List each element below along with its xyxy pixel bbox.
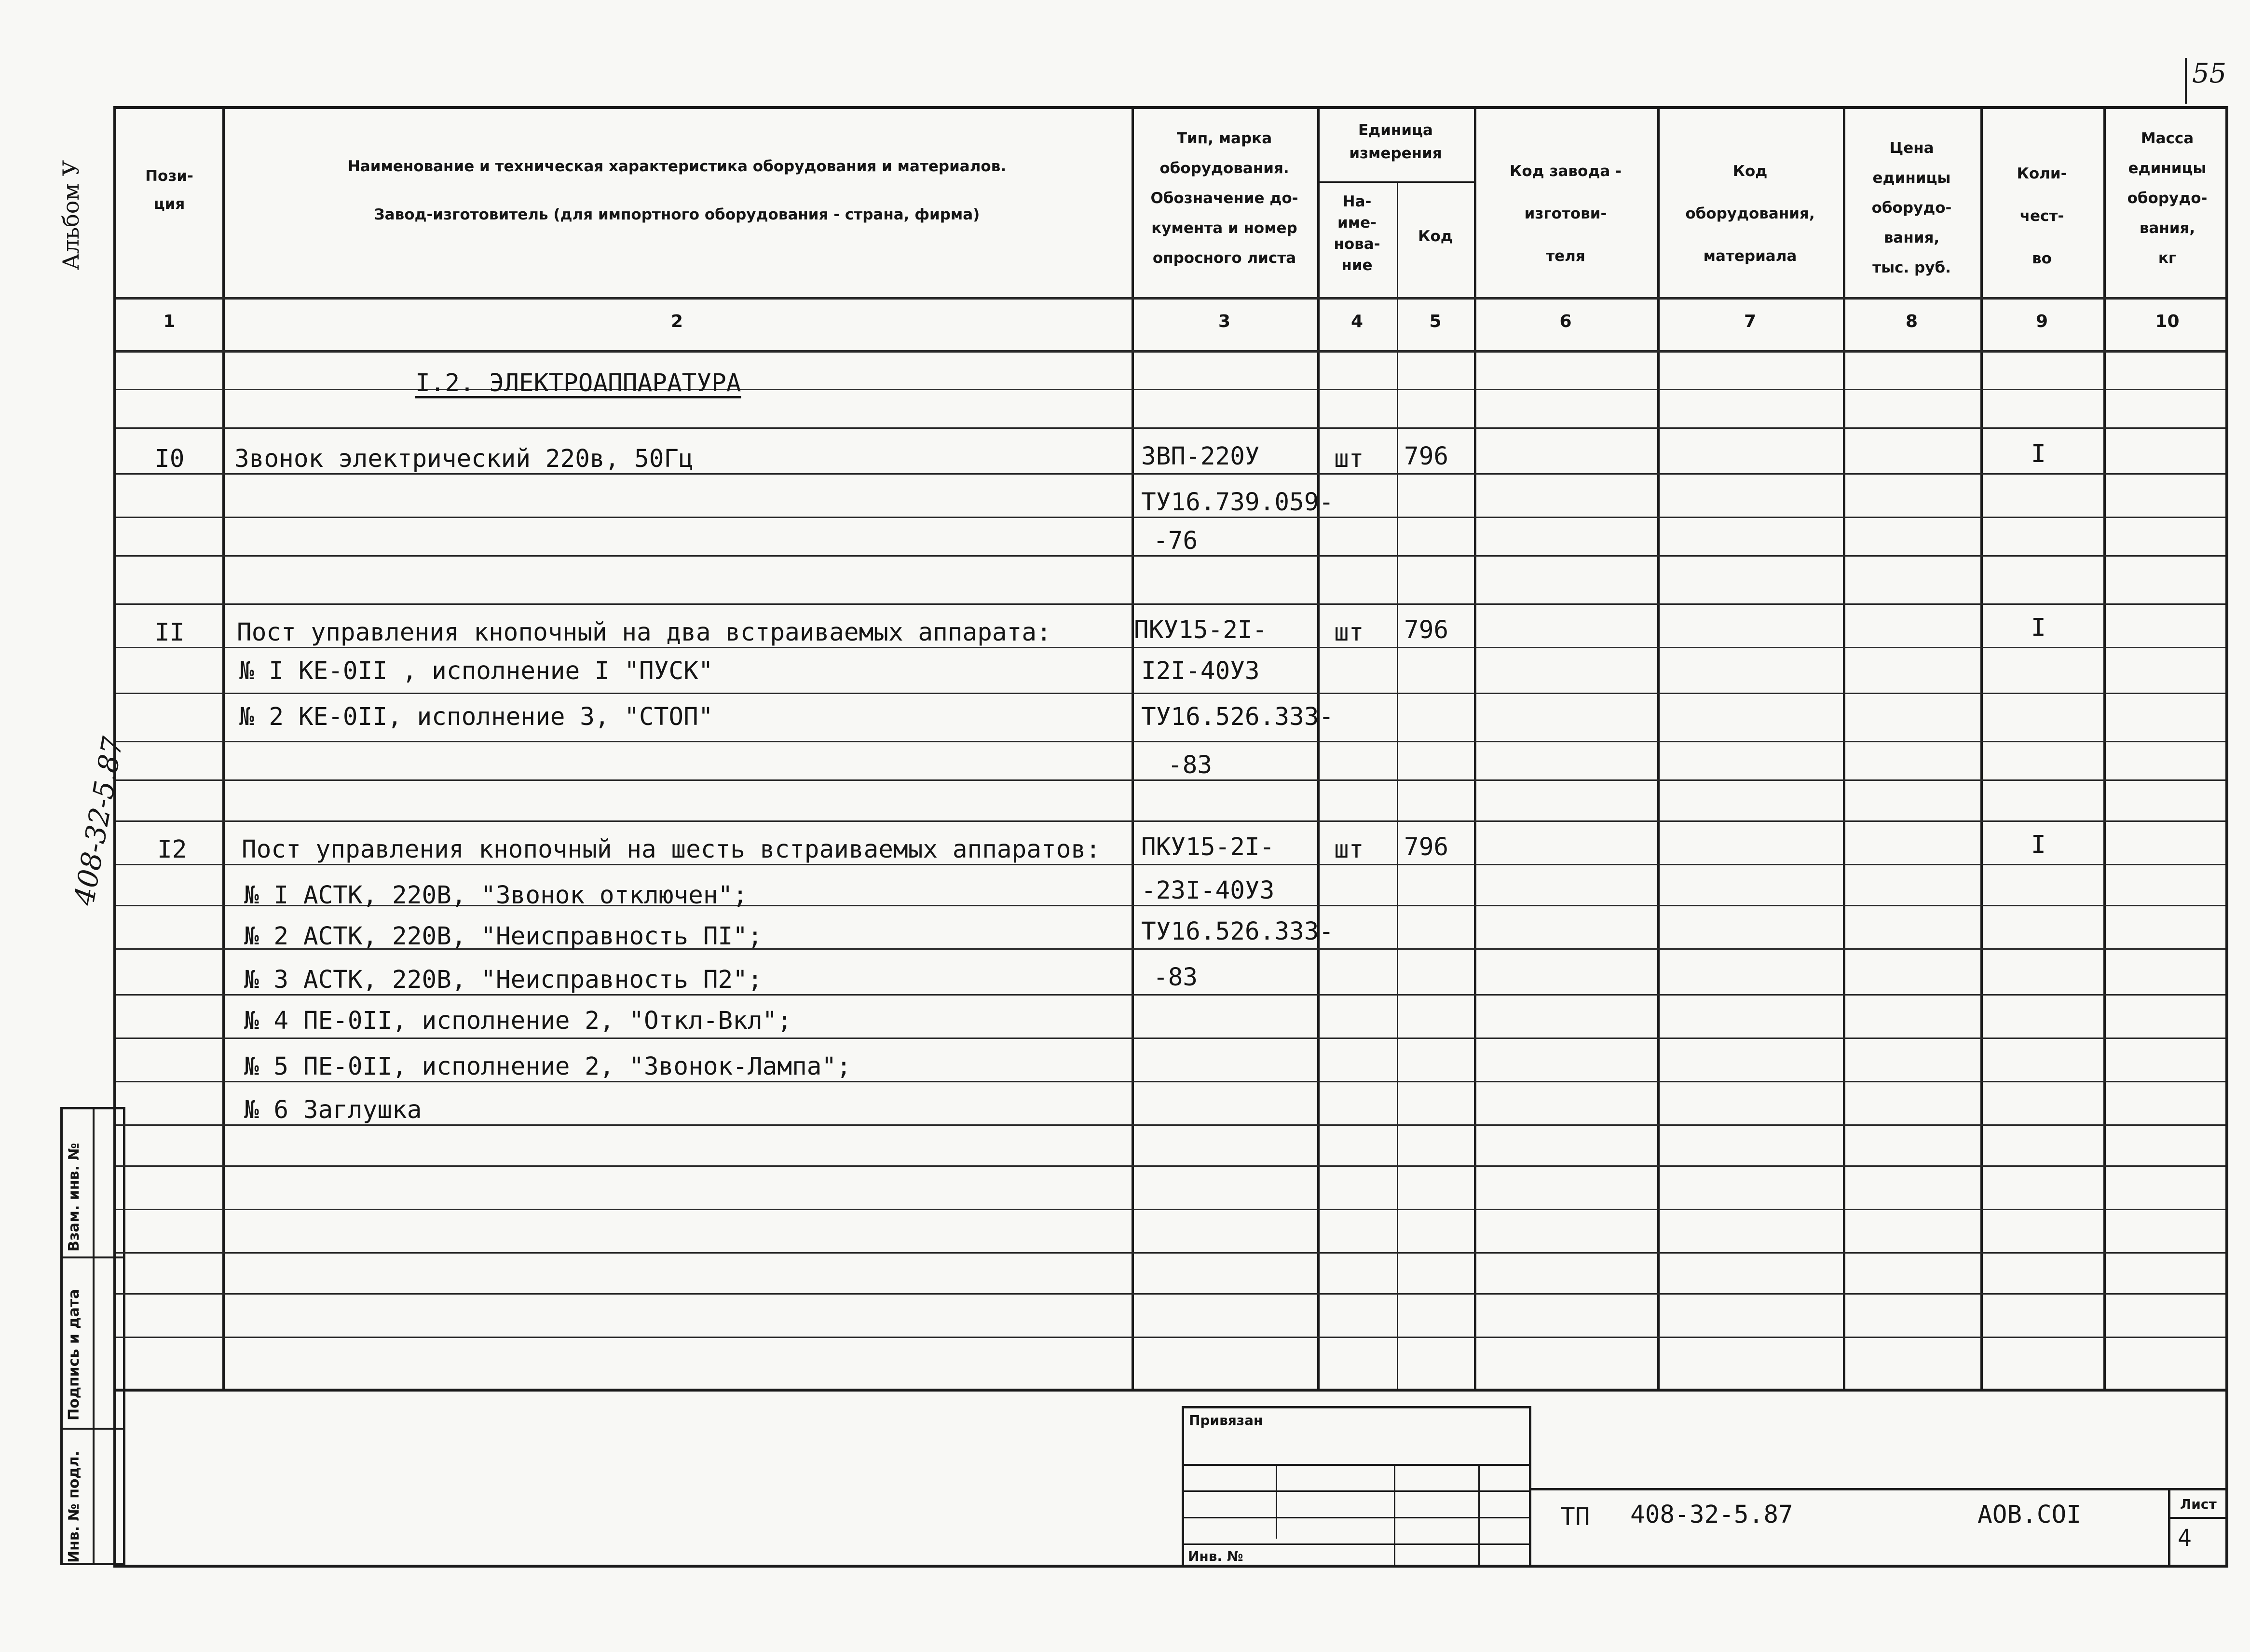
item-i2-name-line1: Пост управления кнопочный на шесть встраиваемых аппаратов: [242, 835, 1101, 864]
item-i2-name-line7: № 6 Заглушка [244, 1096, 422, 1124]
item-ii-type-line1: ПКУ15-2I- [1134, 616, 1268, 644]
item-ii-quantity: I [2031, 614, 2046, 642]
sheet-number-box [2168, 1488, 2228, 1568]
item-i2-code: 796 [1404, 833, 1449, 861]
item-i0-unit: шт [1334, 445, 1364, 473]
header-type: Тип, марка оборудования. Обозначение до- кумента и номер опросного листа [1150, 130, 1298, 267]
page-number-handwritten: 55 [2192, 58, 2227, 89]
item-i0-code: 796 [1404, 442, 1449, 471]
section-title: I.2. ЭЛЕКТРОАППАРАТУРА [415, 369, 741, 397]
item-i2-type-line4: -83 [1153, 963, 1198, 992]
item-i0-type-line3: -76 [1153, 527, 1198, 555]
item-ii-unit: шт [1334, 618, 1364, 647]
header-unit-mass: Масса единицы оборудо- вания, кг [2127, 130, 2208, 267]
col-number-5: 5 [1429, 312, 1442, 331]
col-number-6: 6 [1559, 312, 1572, 331]
item-i2-type-line2: -23I-40У3 [1141, 876, 1275, 905]
item-ii-code: 796 [1404, 616, 1449, 644]
item-i0-name: Звонок электрический 220в, 50Гц [234, 445, 694, 473]
item-ii-name-line3: № 2 КЕ-0II, исполнение 3, "СТОП" [239, 703, 713, 731]
col-number-7: 7 [1744, 312, 1757, 331]
col-number-8: 8 [1905, 312, 1918, 331]
item-i2-unit: шт [1334, 835, 1364, 864]
item-i2-name-line2: № I АСТК, 220В, "Звонок отключен"; [244, 881, 748, 910]
stamp-tp: ТП [1560, 1503, 1590, 1531]
col-number-10: 10 [2155, 312, 2180, 331]
header-position: Пози- ция [145, 167, 193, 213]
item-i2-name-line6: № 5 ПЕ-0II, исполнение 2, "Звонок-Лампа"; [244, 1052, 851, 1081]
header-unit-group: Единица измерения [1349, 122, 1442, 162]
vzam-inv-label: Взам. инв. № [66, 1143, 82, 1252]
side-doc-code: 408-32-5.87 [68, 734, 130, 908]
item-i2-type-line3: ТУ16.526.333- [1141, 917, 1334, 946]
item-ii-name-line1: Пост управления кнопочный на два встраиваемых аппарата: [237, 618, 1051, 647]
header-unit-code: Код [1418, 228, 1453, 245]
item-ii-position: II [155, 618, 185, 647]
item-i0-type-line1: ЗВП-220У [1141, 442, 1260, 471]
item-i2-position: I2 [157, 835, 187, 864]
header-quantity: Коли- чест- во [2017, 165, 2067, 267]
header-unit-price: Цена единицы оборудо- вания, тыс. руб. [1871, 139, 1952, 276]
item-i2-name-line4: № 3 АСТК, 220В, "Неисправность П2"; [244, 966, 763, 994]
list-label: Лист [2180, 1496, 2217, 1512]
col-number-4: 4 [1350, 312, 1364, 331]
privyazan-stamp [1182, 1406, 1531, 1568]
item-ii-type-line4: -83 [1168, 751, 1213, 779]
item-ii-name-line2: № I КЕ-0II , исполнение I "ПУСК" [239, 657, 713, 685]
col-number-3: 3 [1218, 312, 1231, 331]
item-i2-name-line5: № 4 ПЕ-0II, исполнение 2, "Откл-Вкл"; [244, 1007, 792, 1035]
item-i0-quantity: I [2031, 440, 2046, 468]
col-number-2: 2 [670, 312, 683, 331]
item-ii-type-line3: ТУ16.526.333- [1141, 703, 1334, 731]
header-unit-name: На- име- нова- ние [1334, 193, 1380, 274]
item-i2-type-line1: ПКУ15-2I- [1141, 833, 1275, 861]
col-number-1: 1 [163, 312, 176, 331]
item-i2-quantity: I [2031, 831, 2046, 859]
list-number: 4 [2178, 1525, 2192, 1552]
inv-podl-label: Инв. № подл. [66, 1450, 82, 1563]
album-label: Альбом У [58, 160, 84, 270]
header-name-line1: Наименование и техническая характеристика оборудования и материалов. [347, 158, 1007, 175]
stamp-doc-code: 408-32-5.87 [1630, 1501, 1793, 1529]
specification-table [113, 106, 2228, 1392]
page-number-bracket [2185, 58, 2187, 104]
item-ii-type-line2: I2I-40У3 [1141, 657, 1260, 685]
header-equipment-code: Код оборудования, материала [1685, 163, 1815, 265]
header-name-line2: Завод-изготовитель (для импортного оборудования - страна, фирма) [374, 206, 980, 223]
item-i0-position: I0 [155, 445, 185, 473]
stamp-sheet-code: АОВ.СОI [1977, 1501, 2081, 1529]
item-i2-name-line3: № 2 АСТК, 220В, "Неисправность ПI"; [244, 922, 763, 951]
privyazan-label: Привязан [1189, 1412, 1263, 1428]
inv-no-label: Инв. № [1188, 1548, 1243, 1564]
header-plant-code: Код завода - изготови- теля [1510, 163, 1622, 265]
item-i0-type-line2: ТУ16.739.059- [1141, 488, 1334, 517]
col-number-9: 9 [2035, 312, 2048, 331]
podpis-label: Подпись и дата [66, 1289, 82, 1420]
